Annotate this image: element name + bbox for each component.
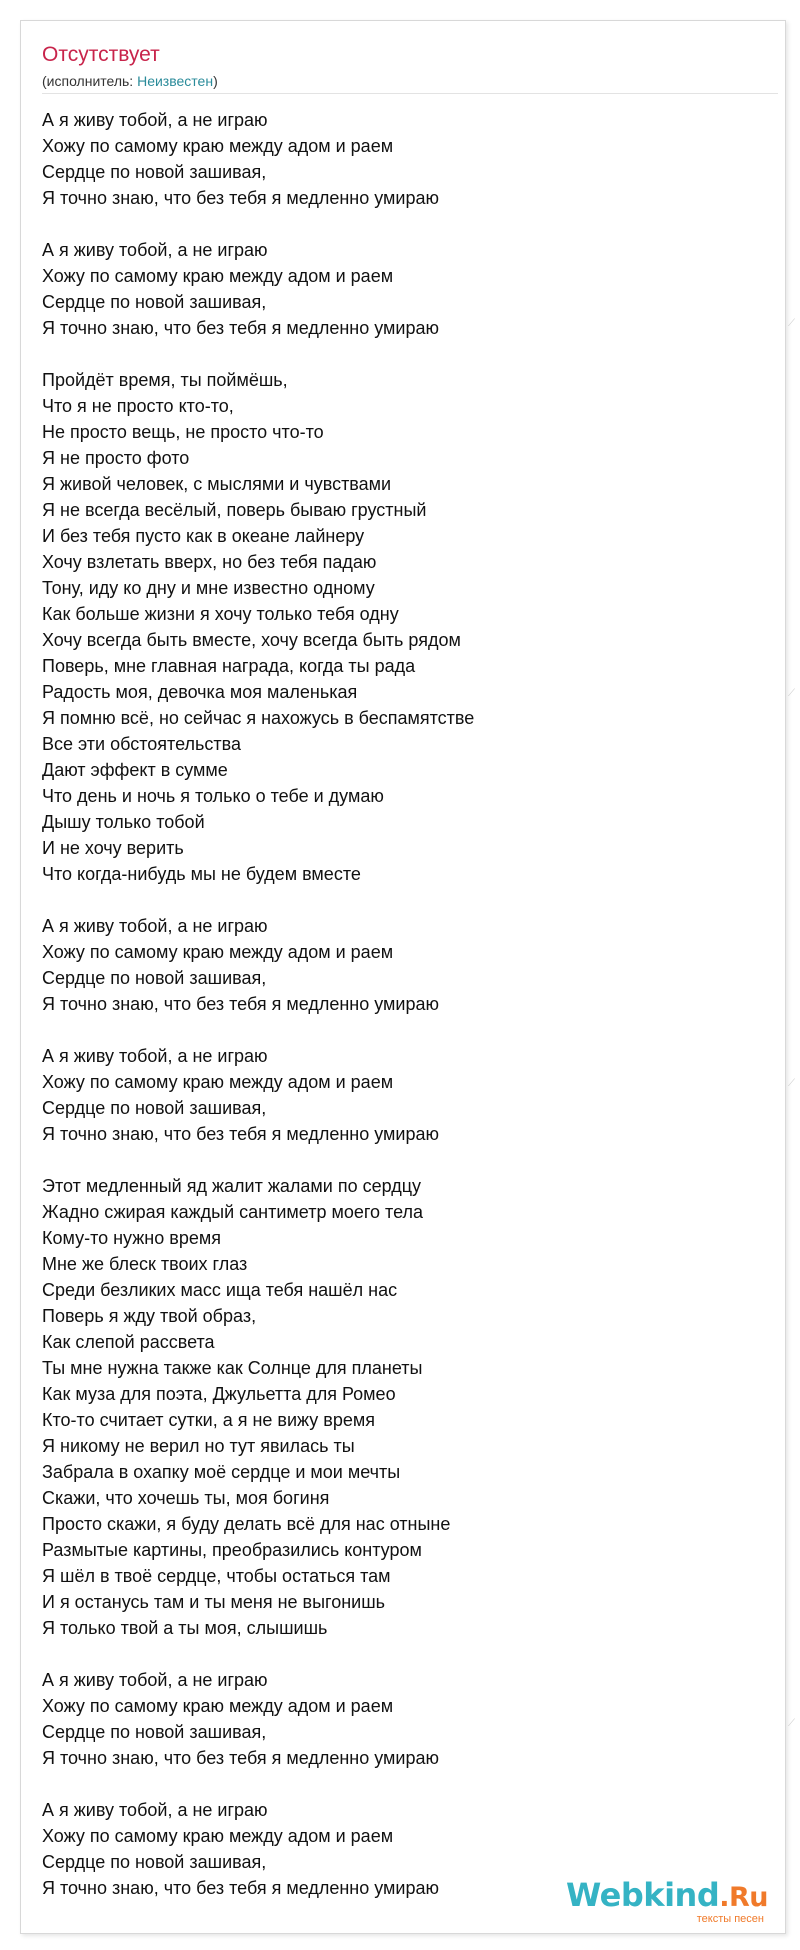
lyric-line: Радость моя, девочка моя маленькая: [42, 682, 358, 702]
artist-link[interactable]: Неизвестен: [137, 73, 214, 89]
lyric-line: А я живу тобой, а не играю: [42, 110, 268, 130]
lyric-line: Не просто вещь, не просто что-то: [42, 422, 324, 442]
lyric-line: А я живу тобой, а не играю: [42, 1670, 268, 1690]
lyric-line: Хожу по самому краю между адом и раем: [42, 136, 394, 156]
lyric-line: Кому-то нужно время: [42, 1228, 221, 1248]
lyric-line: Этот медленный яд жалит жалами по сердцу: [42, 1176, 422, 1196]
stanza-gap: [42, 1641, 762, 1667]
lyric-line: Поверь, мне главная награда, когда ты рада: [42, 656, 416, 676]
lyric-line: Хожу по самому краю между адом и раем: [42, 266, 394, 286]
lyric-line: А я живу тобой, а не играю: [42, 1046, 268, 1066]
lyric-line: Кто-то считает сутки, а я не вижу время: [42, 1410, 375, 1430]
lyric-line: И без тебя пусто как в океане лайнеру: [42, 526, 365, 546]
lyric-line: А я живу тобой, а не играю: [42, 1800, 268, 1820]
lyric-line: Ты мне нужна также как Солнце для планеты: [42, 1358, 423, 1378]
stanza-gap: [42, 211, 762, 237]
lyric-line: Что я не просто кто-то,: [42, 396, 234, 416]
artist-suffix: ): [213, 73, 218, 89]
lyric-line: Я шёл в твоё сердце, чтобы остаться там: [42, 1566, 391, 1586]
lyric-line: Забрала в охапку моё сердце и мои мечты: [42, 1462, 401, 1482]
lyric-line: Как муза для поэта, Джульетта для Ромео: [42, 1384, 396, 1404]
artist-prefix: (исполнитель:: [42, 73, 138, 89]
stanza-gap: [42, 1017, 762, 1043]
lyric-line: Жадно сжирая каждый сантиметр моего тела: [42, 1202, 424, 1222]
lyric-line: Как слепой рассвета: [42, 1332, 215, 1352]
lyric-line: И я останусь там и ты меня не выгонишь: [42, 1592, 386, 1612]
lyric-line: Я живой человек, с мыслями и чувствами: [42, 474, 392, 494]
page-edge-mark-icon: ⟋: [788, 318, 795, 329]
lyric-line: Сердце по новой зашивая,: [42, 1852, 267, 1872]
lyric-line: Тону, иду ко дну и мне известно одному: [42, 578, 375, 598]
lyric-line: Сердце по новой зашивая,: [42, 1722, 267, 1742]
stanza-gap: [42, 887, 762, 913]
title-divider: [42, 93, 778, 94]
lyric-line: Скажи, что хочешь ты, моя богиня: [42, 1488, 330, 1508]
lyric-line: А я живу тобой, а не играю: [42, 240, 268, 260]
logo-domain-text: .Ru: [719, 1882, 768, 1913]
lyric-line: Пройдёт время, ты поймёшь,: [42, 370, 288, 390]
lyric-line: Хочу всегда быть вместе, хочу всегда быть рядом: [42, 630, 461, 650]
lyric-line: Хожу по самому краю между адом и раем: [42, 1072, 394, 1092]
lyric-line: Как больше жизни я хочу только тебя одну: [42, 604, 399, 624]
lyric-line: Я точно знаю, что без тебя я медленно умираю: [42, 1878, 440, 1898]
page-edge-mark-icon: ⟋: [788, 688, 795, 699]
lyric-line: Я помню всё, но сейчас я нахожусь в беспамятстве: [42, 708, 475, 728]
lyric-line: Что день и ночь я только о тебе и думаю: [42, 786, 384, 806]
lyric-line: Размытые картины, преобразились контуром: [42, 1540, 422, 1560]
logo-wordmark: [566, 1878, 768, 1915]
lyric-line: Сердце по новой зашивая,: [42, 1098, 267, 1118]
lyric-line: И не хочу верить: [42, 838, 184, 858]
page-edge-mark-icon: ⟋: [788, 1718, 795, 1729]
lyric-line: Что когда-нибудь мы не будем вместе: [42, 864, 361, 884]
lyric-line: Я точно знаю, что без тебя я медленно умираю: [42, 318, 440, 338]
site-logo[interactable]: [566, 1878, 768, 1925]
lyric-line: Просто скажи, я буду делать всё для нас отныне: [42, 1514, 451, 1534]
lyric-line: Сердце по новой зашивая,: [42, 162, 267, 182]
lyric-line: Я не просто фото: [42, 448, 190, 468]
lyric-line: Хожу по самому краю между адом и раем: [42, 1826, 394, 1846]
lyric-line: Среди безликих масс ища тебя нашёл нас: [42, 1280, 398, 1300]
lyric-line: А я живу тобой, а не играю: [42, 916, 268, 936]
lyric-line: Мне же блеск твоих глаз: [42, 1254, 248, 1274]
lyric-line: Я только твой а ты моя, слышишь: [42, 1618, 328, 1638]
page-edge-mark-icon: ⟋: [788, 1078, 795, 1089]
stanza-gap: [42, 1147, 762, 1173]
logo-tagline: тексты песен: [696, 1913, 764, 1925]
lyric-line: Сердце по новой зашивая,: [42, 292, 267, 312]
lyric-line: Я точно знаю, что без тебя я медленно умираю: [42, 1124, 440, 1144]
lyric-line: Дают эффект в сумме: [42, 760, 228, 780]
lyric-line: Дышу только тобой: [42, 812, 205, 832]
song-title: Отсутствует: [42, 43, 160, 66]
lyric-line: Я точно знаю, что без тебя я медленно умираю: [42, 188, 440, 208]
lyric-line: Я никому не верил но тут явилась ты: [42, 1436, 355, 1456]
logo-main-text: Webkind: [566, 1876, 720, 1914]
stanza-gap: [42, 341, 762, 367]
lyric-line: Хожу по самому краю между адом и раем: [42, 942, 394, 962]
lyric-line: Сердце по новой зашивая,: [42, 968, 267, 988]
lyrics-card: [20, 20, 786, 1934]
lyric-line: Поверь я жду твой образ,: [42, 1306, 257, 1326]
lyric-line: Все эти обстоятельства: [42, 734, 241, 754]
lyric-line: Хочу взлетать вверх, но без тебя падаю: [42, 552, 377, 572]
lyrics-body: [42, 107, 762, 1901]
artist-line: [42, 73, 218, 89]
lyric-line: Я не всегда весёлый, поверь бываю грустный: [42, 500, 427, 520]
lyric-line: Хожу по самому краю между адом и раем: [42, 1696, 394, 1716]
lyric-line: Я точно знаю, что без тебя я медленно умираю: [42, 994, 440, 1014]
lyric-line: Я точно знаю, что без тебя я медленно умираю: [42, 1748, 440, 1768]
stanza-gap: [42, 1771, 762, 1797]
